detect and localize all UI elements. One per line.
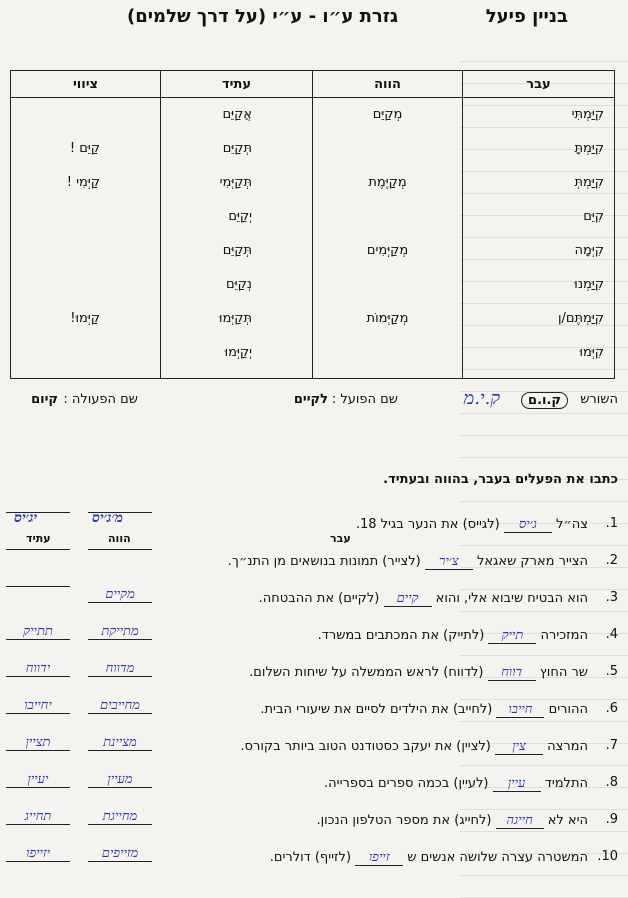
exercise-number: 2. — [605, 553, 618, 568]
imperative-form — [11, 208, 160, 242]
exercise-number: 8. — [605, 775, 618, 790]
sentence-suffix: (לצייר) תמונות בנושאים מן התנ״ך. — [227, 554, 425, 569]
present-form — [313, 276, 462, 310]
title-gizra: גזרת ע״ו - ע״י (על דרך שלמים) — [126, 6, 398, 27]
header-imperative: ציווי — [11, 71, 161, 98]
present-answer-blank[interactable]: מדווח — [88, 660, 152, 677]
table-header-row — [11, 71, 615, 98]
future-answer-blank[interactable]: תחייג — [6, 808, 70, 825]
future-answer-blank[interactable]: יחייבו — [6, 697, 70, 714]
past-form: קִיַּמְתֶּם/ן — [557, 311, 604, 326]
exercise-sentence — [316, 812, 588, 829]
title-binyan: בניין פיעל — [485, 6, 568, 27]
past-answer-blank[interactable]: קיים — [384, 590, 432, 607]
future-answer-blank[interactable] — [6, 512, 70, 513]
past-column — [463, 98, 615, 379]
past-form: קִיַּמְתָּ — [574, 141, 604, 156]
exercise-sentence — [228, 553, 588, 570]
future-form: אֲקַיֵּם — [222, 107, 252, 122]
past-form: קִיְּמוּ — [579, 345, 604, 360]
future-answer-blank[interactable]: ידווח — [6, 660, 70, 677]
past-answer-blank[interactable]: חייגה — [496, 812, 544, 829]
exercise-number: 6. — [605, 701, 618, 716]
sentence-prefix: המשטרה עצרה שלושה אנשים ש — [403, 850, 588, 865]
sentence-prefix: המזכירה — [536, 628, 588, 643]
future-form: תְּקַיֵּם — [222, 141, 252, 156]
exercise-row — [0, 510, 628, 540]
sentence-prefix: המרצה — [543, 739, 588, 754]
present-answer-blank[interactable]: מציינת — [88, 734, 152, 751]
future-answer-blank[interactable] — [6, 549, 70, 550]
past-answer-blank[interactable]: זייפו — [355, 849, 403, 866]
exercise-row — [0, 547, 628, 577]
future-form: תְּקַיְּמוּ — [218, 311, 252, 326]
past-answer-blank[interactable]: דווח — [488, 664, 536, 681]
root-handwritten: ק.י.מ — [463, 388, 500, 409]
sentence-suffix: (לחייג) את מספר הטלפון הנכון. — [316, 813, 496, 828]
exercise-number: 1. — [605, 516, 618, 531]
future-answer-blank[interactable] — [6, 586, 70, 587]
header-past: עבר — [463, 71, 615, 98]
header-future: עתיד — [161, 71, 313, 98]
past-answer-blank[interactable]: ג׳יס — [504, 516, 552, 533]
present-form — [313, 344, 462, 378]
sentence-prefix: הצייר מארק שאגאל — [472, 554, 588, 569]
exercise-sentence — [270, 849, 588, 866]
sentence-prefix: הוא הבטיח שיבוא אלי, והוא — [431, 591, 588, 606]
sentence-prefix: התלמיד — [540, 776, 588, 791]
future-form: יְקַיֵּם — [228, 209, 252, 224]
future-header: עתיד — [26, 532, 51, 545]
present-form: מְקַיֵּם — [372, 107, 403, 122]
present-form — [313, 208, 462, 242]
present-column — [313, 98, 463, 379]
present-answer-blank[interactable]: מקיים — [88, 586, 152, 603]
present-header: הווה — [108, 532, 131, 545]
sentence-suffix: (לזייף) דולרים. — [269, 850, 356, 865]
exercise-number: 5. — [605, 664, 618, 679]
sentence-prefix: שר החוץ — [535, 665, 588, 680]
present-answer-blank[interactable]: מתייקת — [88, 623, 152, 640]
sentence-suffix: (לדווח) לראש הממשלה על שיחות השלום. — [249, 665, 488, 680]
sentence-suffix: (לתייק) את המכתבים במשרד. — [317, 628, 489, 643]
present-answer-blank[interactable]: מעיין — [88, 771, 152, 788]
past-form: קִיַּמְתִּי — [571, 107, 604, 122]
imperative-form — [11, 242, 160, 276]
exercise-row — [0, 769, 628, 799]
exercise-row — [0, 732, 628, 762]
past-header: עבר — [330, 532, 351, 545]
exercise-sentence — [260, 701, 588, 718]
exercise-sentence — [356, 516, 588, 533]
root-label: השורש — [580, 392, 618, 407]
imperative-form — [11, 106, 160, 140]
future-column — [161, 98, 313, 379]
sentence-suffix: (לציין) את יעקב כסטודנט הטוב ביותר בקורס. — [240, 739, 495, 754]
past-answer-blank[interactable]: חייבו — [496, 701, 544, 718]
exercise-number: 9. — [605, 812, 618, 827]
exercise-number: 7. — [605, 738, 618, 753]
present-answer-blank[interactable] — [88, 512, 152, 513]
exercise-number: 3. — [605, 590, 618, 605]
sentence-suffix: (לעיין) בכמה ספרים בספרייה. — [324, 776, 493, 791]
future-form: תְּקַיֵּם — [222, 243, 252, 258]
past-form: קִיַּמְנוּ — [574, 277, 604, 292]
present-form: מְקַיֶּמֶת — [368, 175, 407, 190]
exercise-row — [0, 695, 628, 725]
past-form: קִיַּמְתְּ — [574, 175, 604, 190]
exercise-sentence — [318, 627, 588, 644]
conjugation-table — [10, 70, 615, 379]
past-form: קִיְּמָה — [574, 243, 604, 258]
instructions: כתבו את הפעלים בעבר, בהווה ובעתיד. — [383, 472, 618, 487]
present-answer-blank[interactable]: מזייפים — [88, 845, 152, 862]
exercise-row — [0, 806, 628, 836]
present-form: מְקַיְּמוֹת — [366, 311, 409, 326]
past-form: קִיֵּם — [583, 209, 604, 224]
past-answer-blank[interactable]: צ׳יר — [425, 553, 473, 570]
exercise-row — [0, 584, 628, 614]
header-present: הווה — [313, 71, 463, 98]
past-answer-blank[interactable]: צין — [495, 738, 543, 755]
imperative-form — [11, 276, 160, 310]
future-answer-blank[interactable]: יזייפו — [6, 845, 70, 862]
future-answer-blank[interactable]: תציין — [6, 734, 70, 751]
noun-value: קיום — [31, 392, 58, 407]
sentence-suffix: (לקיים) את ההבטחה. — [258, 591, 384, 606]
root-value: ק.ו.ם — [521, 392, 568, 409]
imperative-form — [11, 344, 160, 378]
exercise-sentence — [259, 590, 588, 607]
sentence-suffix: (לחייב) את הילדים לסיים את שיעורי הבית. — [260, 702, 497, 717]
infinitive-label: שם הפועל : — [331, 392, 398, 407]
imperative-form: קַיְּמִי ! — [66, 175, 100, 190]
past-answer-blank[interactable]: עיין — [493, 775, 541, 792]
root-info-line — [0, 388, 628, 414]
present-hand-header: מ׳ג׳יס — [92, 510, 124, 526]
sentence-suffix: (לגייס) את הנער בגיל 18. — [355, 517, 504, 532]
future-form: יְקַיְּמוּ — [224, 345, 252, 360]
present-answer-blank[interactable] — [88, 549, 152, 550]
table-body-row — [11, 98, 615, 379]
exercise-row — [0, 843, 628, 873]
present-answer-blank[interactable]: מחייגת — [88, 808, 152, 825]
imperative-form: קַיֵּם ! — [69, 141, 100, 156]
noun-label: שם הפעולה : — [63, 392, 138, 407]
exercise-row — [0, 658, 628, 688]
present-form — [313, 140, 462, 174]
imperative-form: קַיְּמוּ! — [70, 311, 100, 326]
imperative-column — [11, 98, 161, 379]
sentence-prefix: היא לא — [543, 813, 588, 828]
exercise-number: 10. — [597, 849, 618, 864]
infinitive-value: לקיים — [293, 392, 328, 407]
exercise-row — [0, 621, 628, 651]
future-answer-blank[interactable]: יעיין — [6, 771, 70, 788]
exercise-number: 4. — [605, 627, 618, 642]
sentence-prefix: ההורים — [544, 702, 588, 717]
past-answer-blank[interactable]: תייק — [488, 627, 536, 644]
future-hand-header: יג׳יס — [14, 510, 38, 526]
exercise-sentence — [324, 775, 588, 792]
future-form: נְקַיֵּם — [226, 277, 252, 292]
future-form: תְּקַיְּמִי — [219, 175, 252, 190]
sentence-prefix: צה״ל — [551, 517, 588, 532]
exercise-sentence — [249, 664, 588, 681]
exercise-sentence — [240, 738, 588, 755]
present-answer-blank[interactable]: מחייבים — [88, 697, 152, 714]
future-answer-blank[interactable]: תתייק — [6, 623, 70, 640]
present-form: מְקַיְּמִים — [366, 243, 409, 258]
